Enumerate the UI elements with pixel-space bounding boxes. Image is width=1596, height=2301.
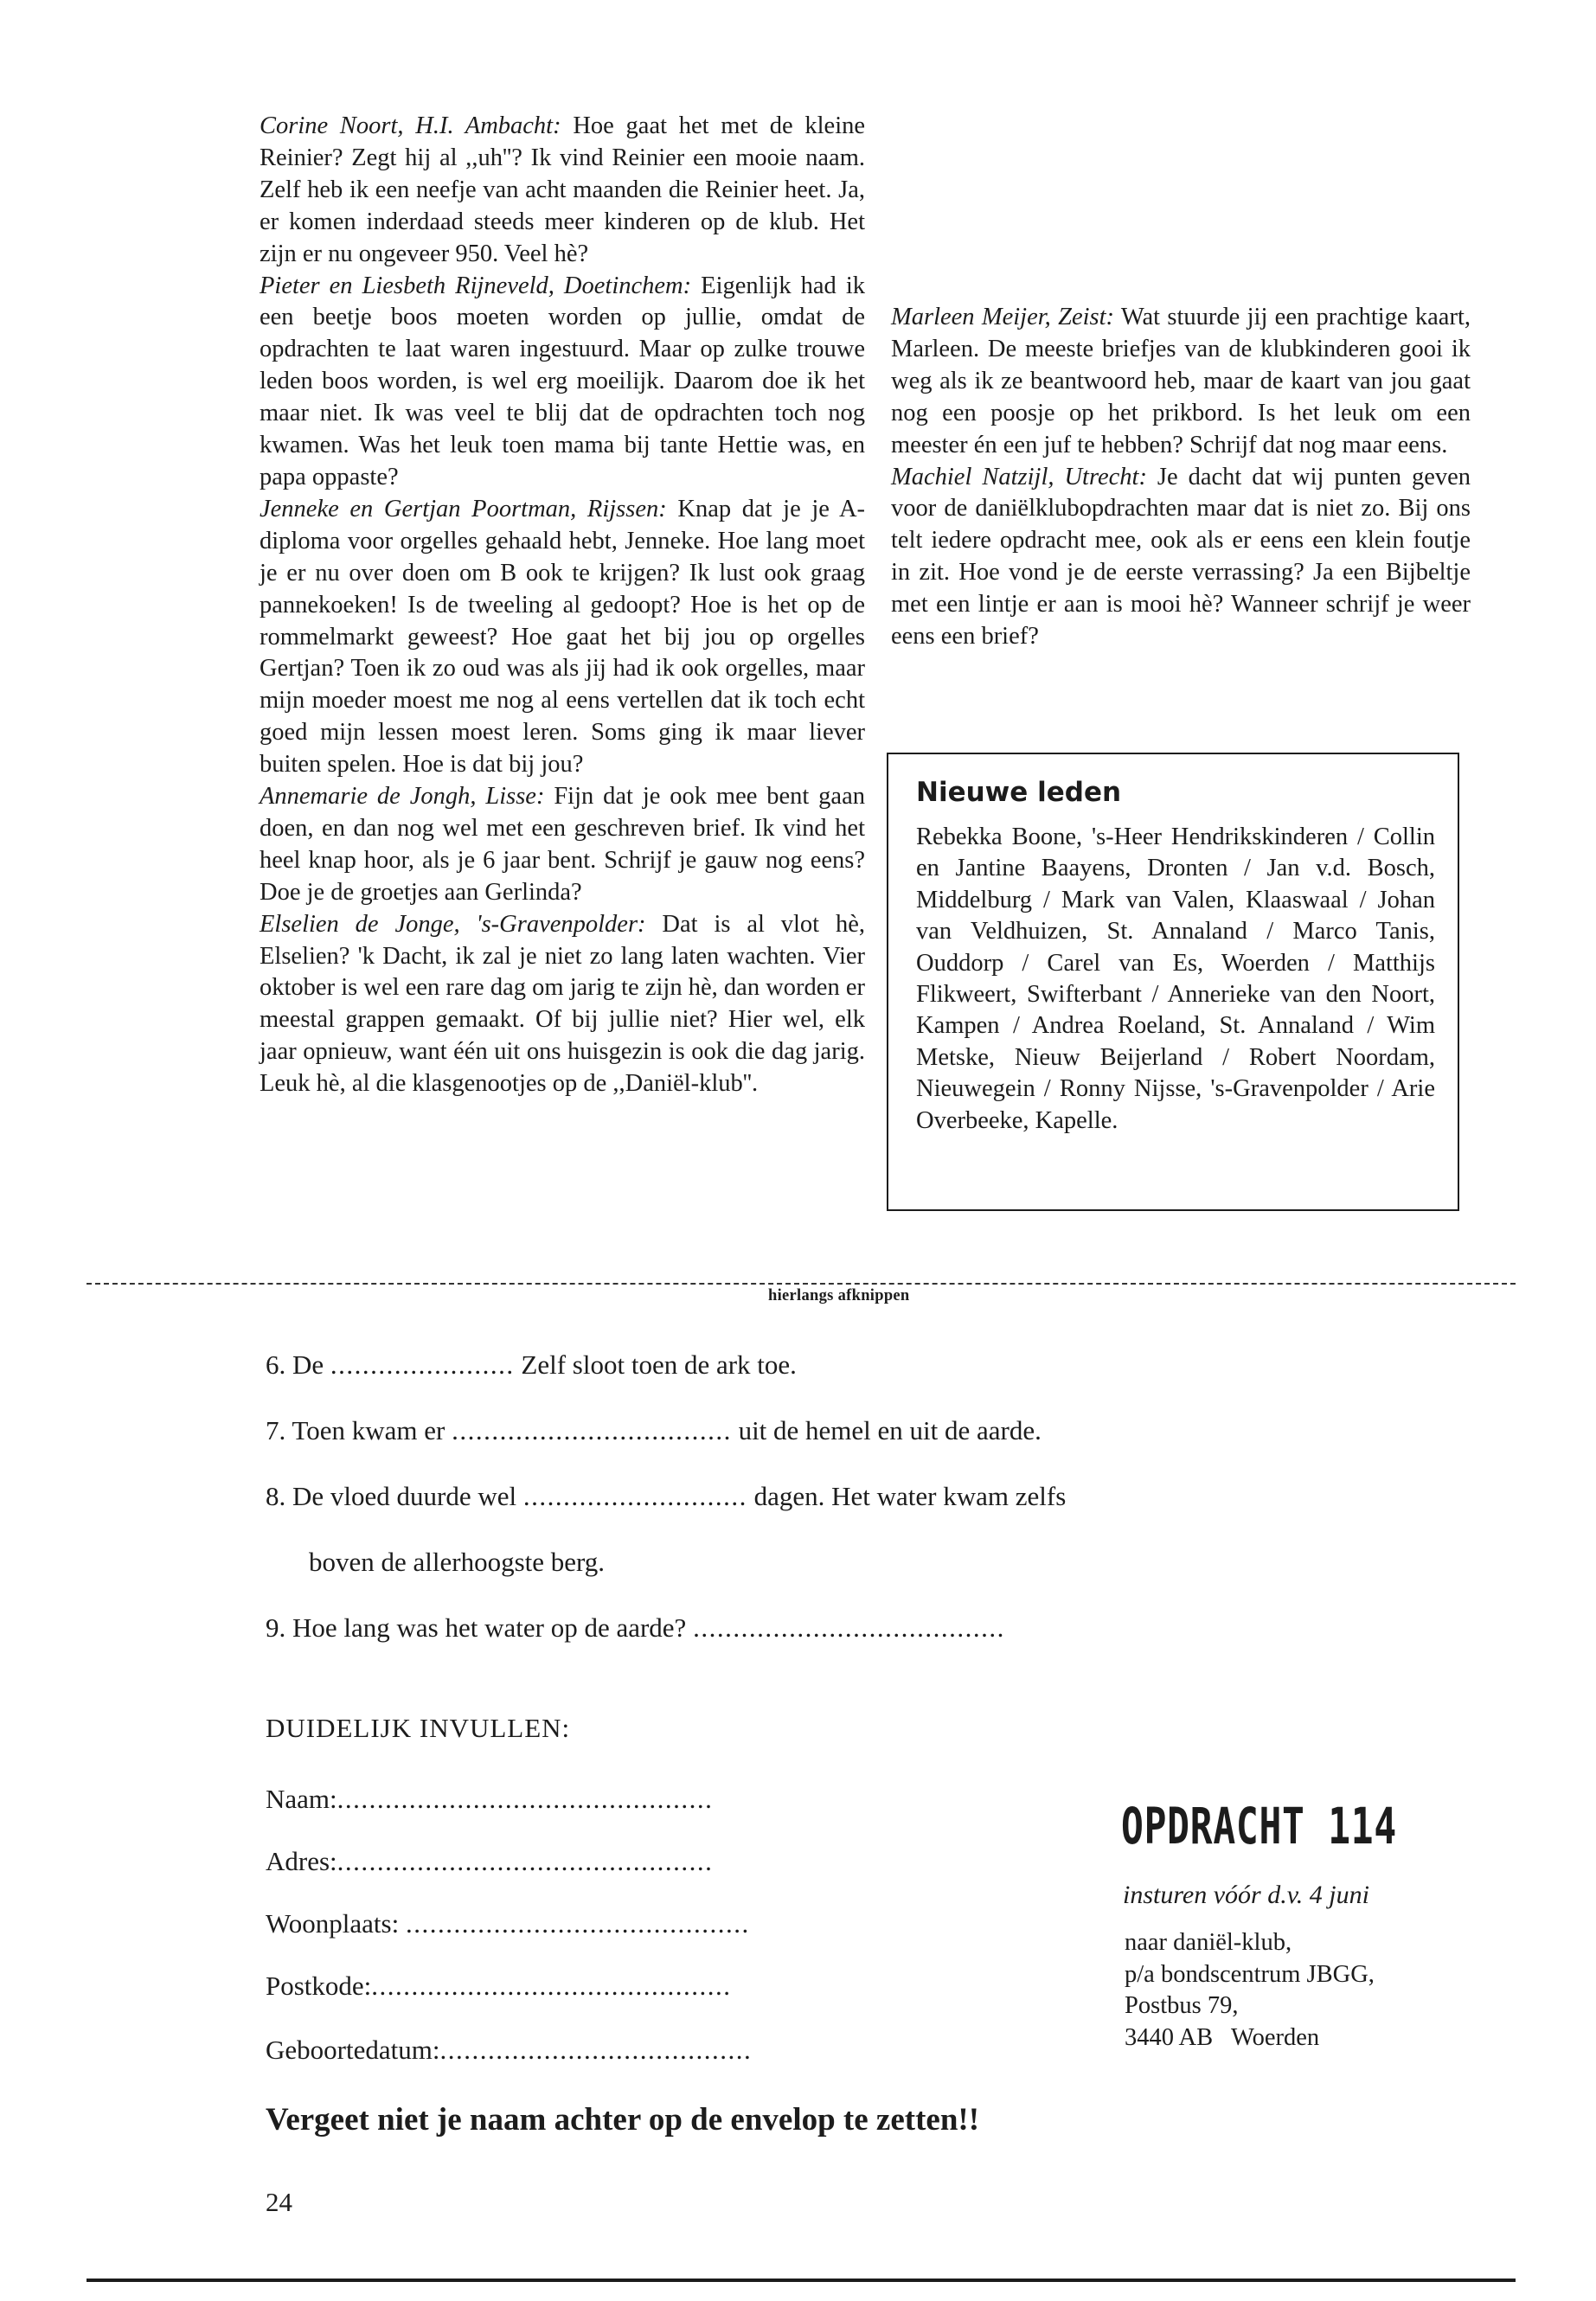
- letter-recipient: Annemarie de Jongh, Lisse:: [260, 783, 545, 811]
- page-number: 24: [266, 2187, 292, 2217]
- field-label: Postkode:: [266, 1971, 372, 2001]
- answer-blank[interactable]: ...................................: [452, 1415, 732, 1445]
- nieuwe-leden-list: Rebekka Boone, 's-Heer Hendrikskinderen / Collin en Jantine Baayens, Dronten / Jan v.d. Bosch, Middelburg / Mark van Valen, Klaaswaal / Johan van Veldhuizen, St. Annaland / Marco Tanis, Ouddorp / Carel van Es, Woerden / Matthijs Flikweert, Swifterbant / Annerieke van den Noort, Kampen / Andrea Roeland, St. Annaland / Wim Metske, Nieuw Beijerland / Robert Noordam, Nieuwegein / Ronny Nijsse, 's-Gravenpolder / Arie Overbeeke, Kapelle.: [916, 824, 1435, 1134]
- question-text: uit de hemel en uit de aarde.: [738, 1415, 1042, 1445]
- question-text: dagen. Het water kwam zelfs: [753, 1481, 1067, 1511]
- letter-text: Knap dat je je A-diploma voor orgelles gehaald hebt, Jenneke. Hoe lang moet je er nu over doen om B ook te krijgen? Ik lust ook graag pannekoeken! Is de tweeling al gedoopt? Hoe is het op de rommelmarkt geweest? Hoe gaat het bij jou op orgelles Gertjan? Toen ik zo oud was als jij had ik ook orgelles, maar mijn moeder moest me nog al eens vertellen dat ik toch echt goed mijn lessen moest leren. Soms ging ik maar liever buiten spelen. Hoe is dat bij jou?: [260, 495, 866, 779]
- bottom-rule: [87, 2279, 1516, 2282]
- envelope-reminder: Vergeet niet je naam achter op de envelop te zetten!!: [266, 2102, 980, 2138]
- field-label: Adres:: [266, 1846, 337, 1876]
- letter-recipient: Jenneke en Gertjan Poortman, Rijssen:: [260, 495, 667, 522]
- letter-recipient: Elselien de Jonge, 's-Gravenpolder:: [260, 910, 646, 938]
- field-label: Naam:: [266, 1784, 337, 1814]
- letter-text: Hoe gaat het met de kleine Reinier? Zegt hij al ,,uh''? Ik vind Reinier een mooie naam. Zelf heb ik een neefje van acht maanden die Reinier heet. Ja, er komen inderdaad steeds meer kinderen op de klub. Het zijn er nu ongeveer 950. Veel hè?: [260, 112, 866, 267]
- letter-text: Dat is al vlot hè, Elselien? 'k Dacht, ik zal je niet zo lang laten wachten. Vier oktober is wel een rare dag om jarig te zijn hè, dan worden er meestal grappen gemaakt. Of bij jullie niet? Hier wel, elk jaar opnieuw, want één uit ons huisgezin is ook die dag jarig. Leuk hè, al die klasgenootjes op de ,,Daniël-klub''.: [260, 910, 865, 1098]
- letter: [260, 494, 865, 781]
- letter: [891, 302, 1471, 462]
- letter-text: Fijn dat je ook mee bent gaan doen, en dan nog wel met een geschreven brief. Ik vind het heel knap hoor, als je 6 jaar bent. Schrijf je gauw nog eens? Doe je de groetjes aan Gerlinda?: [260, 783, 865, 906]
- question-text: 9. Hoe lang was het water op de aarde?: [266, 1612, 687, 1643]
- letter: [891, 462, 1471, 653]
- letter: [260, 111, 865, 271]
- letter-text: Je dacht dat wij punten geven voor de daniëlklubopdrachten maar dat is niet zo. Bij ons telt iedere opdracht mee, ook als er eens een klein foutje in zit. Hoe vond je de eerste verrassing? Ja een Bijbeltje met een lintje er aan is mooi hè? Wanneer schrijf je weer eens een brief?: [891, 463, 1471, 651]
- cut-line: [87, 1283, 1516, 1285]
- letter: [260, 271, 865, 494]
- letter-recipient: Pieter en Liesbeth Rijneveld, Doetinchem:: [260, 272, 692, 299]
- nieuwe-leden-box: [887, 753, 1459, 1211]
- letter: [260, 781, 865, 909]
- answer-blank[interactable]: ............................: [522, 1481, 747, 1511]
- opdracht-deadline: insturen vóór d.v. 4 juni: [1123, 1881, 1369, 1909]
- address-line: 3440 AB Woerden: [1125, 2023, 1320, 2051]
- answer-blank[interactable]: .......................: [330, 1349, 515, 1380]
- naam-field[interactable]: [266, 1782, 713, 1817]
- question-text: 6. De: [266, 1349, 324, 1380]
- field-blank[interactable]: ...............................................: [337, 1846, 714, 1876]
- letters-column-left: [260, 111, 865, 1100]
- postkode-field[interactable]: [266, 1969, 732, 2003]
- question-8-continued: boven de allerhoogste berg.: [309, 1547, 606, 1577]
- letter-recipient: Marleen Meijer, Zeist:: [891, 304, 1115, 330]
- letter-recipient: Corine Noort, H.I. Ambacht:: [260, 112, 561, 139]
- answer-blank[interactable]: .......................................: [693, 1612, 1005, 1643]
- letter-text: Eigenlijk had ik een beetje boos moeten worden op jullie, omdat de opdrachten te laat waren ingestuurd. Maar op zulke trouwe leden boos worden, is wel erg moeilijk. Daarom doe ik het maar niet. Ik was veel te blij dat de opdrachten toch nog kwamen. Was het leuk toen mama bij tante Hettie was, en papa oppaste?: [260, 272, 865, 490]
- woonplaats-field[interactable]: [266, 1907, 750, 1941]
- question-7: [266, 1413, 1042, 1448]
- cut-label: hierlangs afknippen: [768, 1287, 910, 1304]
- address-line: naar daniël-klub,: [1125, 1929, 1292, 1956]
- letter-text: Wat stuurde jij een prachtige kaart, Marleen. De meeste briefjes van de klubkinderen gooi ik weg als ik ze beantwoord heb, maar de kaart van jou gaat nog een poosje op het prikbord. Is het leuk om een meester én een juf te hebben? Schrijf dat nog maar eens.: [891, 304, 1471, 458]
- question-text: 8. De vloed duurde wel: [266, 1481, 517, 1511]
- field-blank[interactable]: .............................................: [371, 1971, 732, 2001]
- mailing-address: [1125, 1927, 1375, 2054]
- letter: [260, 909, 865, 1100]
- question-text: Zelf sloot toen de ark toe.: [521, 1349, 797, 1380]
- letter-recipient: Machiel Natzijl, Utrecht:: [891, 463, 1147, 490]
- opdracht-title: OPDRACHT 114: [1121, 1797, 1397, 1856]
- question-text: 7. Toen kwam er: [266, 1415, 445, 1445]
- nieuwe-leden-title: Nieuwe leden: [916, 777, 1122, 808]
- question-9: [266, 1611, 1005, 1645]
- letters-column-right: [891, 111, 1471, 653]
- field-label: Woonplaats:: [266, 1908, 400, 1939]
- question-6: [266, 1348, 797, 1382]
- field-label: Geboortedatum:: [266, 2035, 440, 2065]
- geboortedatum-field[interactable]: [266, 2033, 752, 2067]
- field-blank[interactable]: .......................................: [439, 2035, 753, 2065]
- address-line: Postbus 79,: [1125, 1992, 1239, 2019]
- question-8: [266, 1479, 1066, 1514]
- form-heading: DUIDELIJK INVULLEN:: [266, 1713, 571, 1743]
- field-blank[interactable]: ...........................................: [405, 1908, 750, 1939]
- adres-field[interactable]: [266, 1844, 713, 1879]
- field-blank[interactable]: ...............................................: [337, 1784, 714, 1814]
- address-line: p/a bondscentrum JBGG,: [1125, 1960, 1375, 1988]
